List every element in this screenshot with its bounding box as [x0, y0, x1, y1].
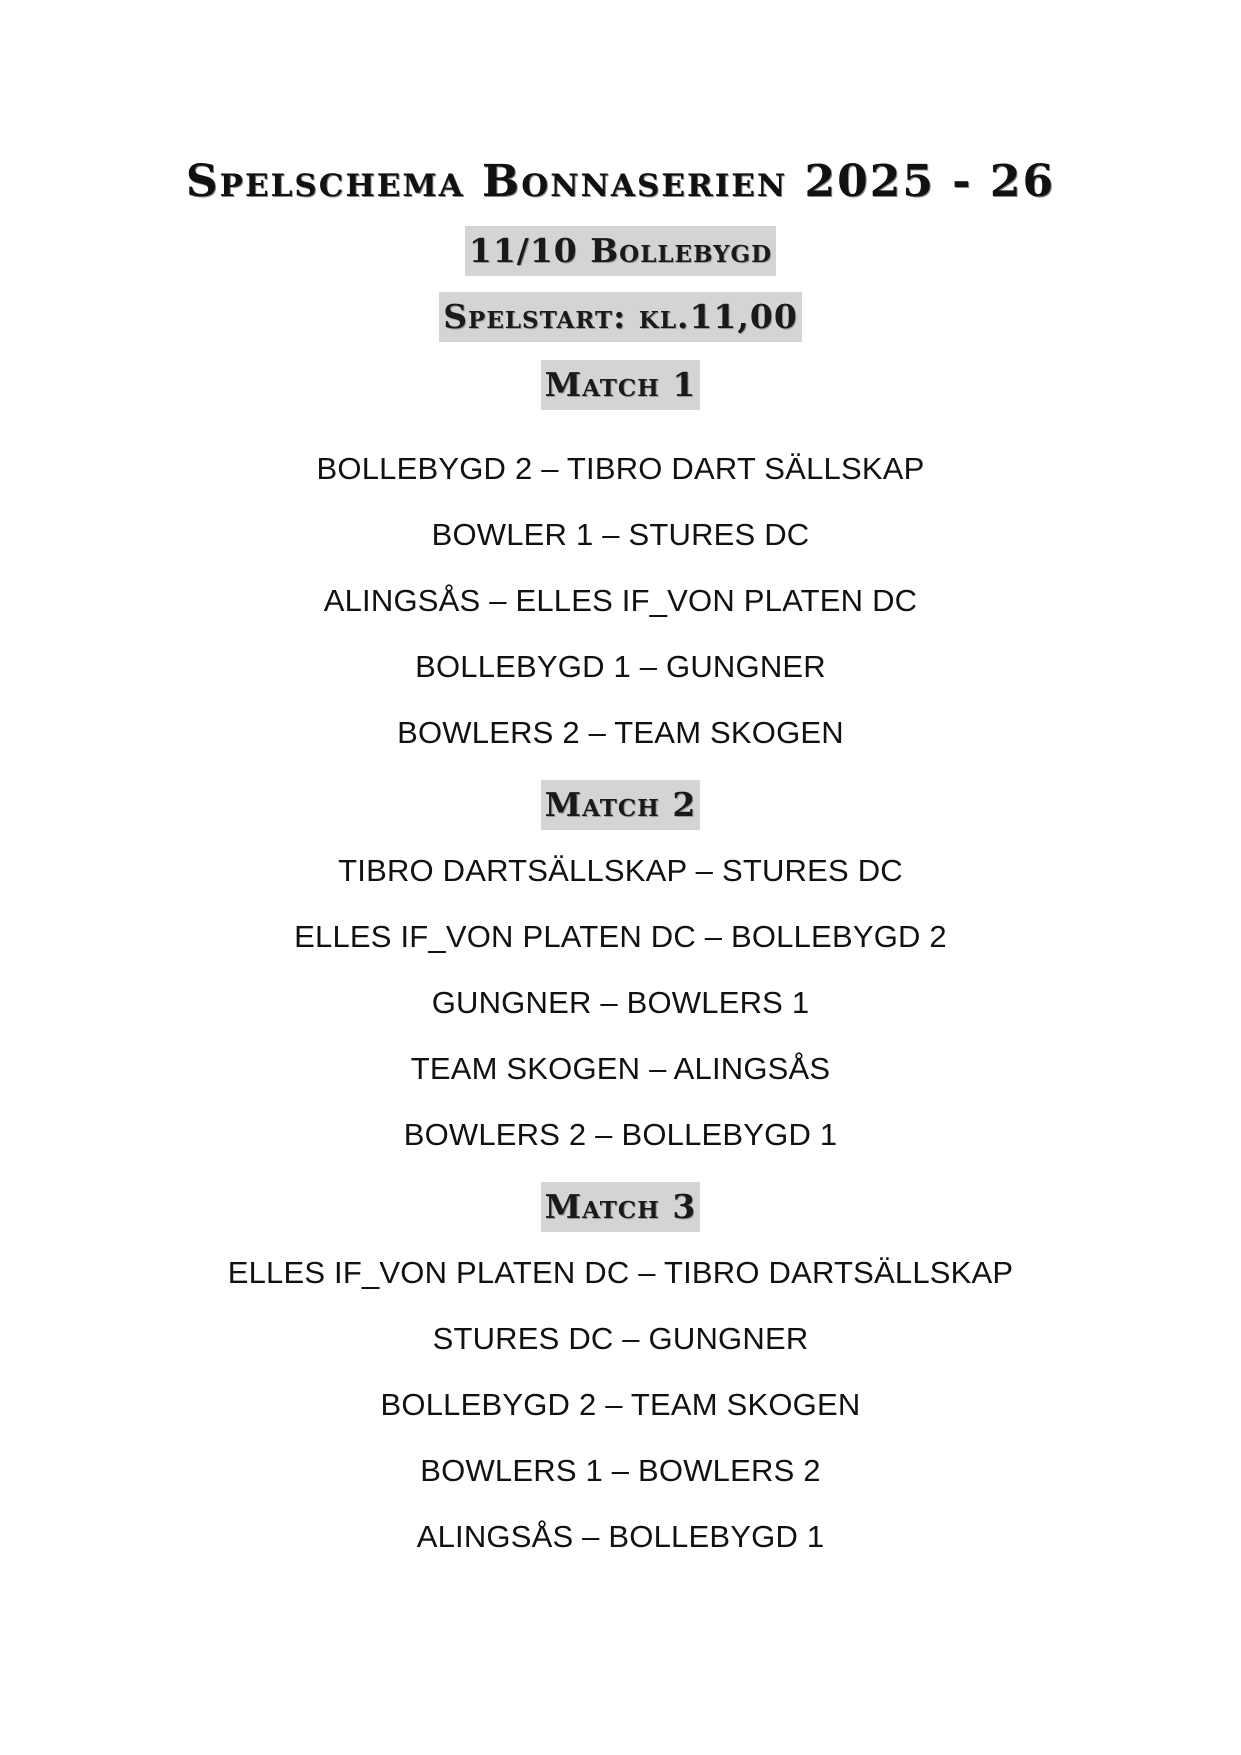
- match-2-heading-row: [0, 780, 1241, 830]
- game-line: GUNGNER – BOWLERS 1: [431, 985, 810, 1020]
- game-line: TEAM SKOGEN – ALINGSÅS: [410, 1051, 831, 1086]
- game-line: BOLLEBYGD 2 – TIBRO DART SÄLLSKAP: [316, 451, 925, 486]
- game-line: BOWLER 1 – STURES DC: [431, 517, 810, 552]
- start-time: Spelstart: kl.11,00: [439, 292, 802, 342]
- event-date-venue-row: [0, 226, 1241, 276]
- game-line: ALINGSÅS – ELLES IF_VON PLATEN DC: [323, 583, 918, 618]
- game-line: BOWLERS 2 – BOLLEBYGD 1: [403, 1117, 838, 1152]
- match-heading: Match 1: [541, 360, 701, 410]
- game-line: BOLLEBYGD 1 – GUNGNER: [415, 649, 826, 684]
- match-heading: Match 2: [541, 780, 701, 830]
- game-line: BOWLERS 2 – TEAM SKOGEN: [397, 715, 844, 750]
- game-line: ALINGSÅS – BOLLEBYGD 1: [416, 1519, 825, 1554]
- game-line: BOLLEBYGD 2 – TEAM SKOGEN: [380, 1387, 861, 1422]
- match-3-heading-row: [0, 1182, 1241, 1232]
- page-title: Spelschema Bonnaserien 2025 - 26: [185, 156, 1056, 207]
- game-line: TIBRO DARTSÄLLSKAP – STURES DC: [338, 853, 903, 888]
- match-heading: Match 3: [541, 1182, 701, 1232]
- game-line: ELLES IF_VON PLATEN DC – TIBRO DARTSÄLLSKAP: [227, 1255, 1014, 1290]
- event-date-venue: 11/10 Bollebygd: [465, 226, 776, 276]
- match-1-heading-row: [0, 360, 1241, 410]
- game-line: BOWLERS 1 – BOWLERS 2: [420, 1453, 821, 1488]
- game-line: ELLES IF_VON PLATEN DC – BOLLEBYGD 2: [294, 919, 947, 954]
- start-time-row: [0, 292, 1241, 342]
- game-line: STURES DC – GUNGNER: [432, 1321, 809, 1356]
